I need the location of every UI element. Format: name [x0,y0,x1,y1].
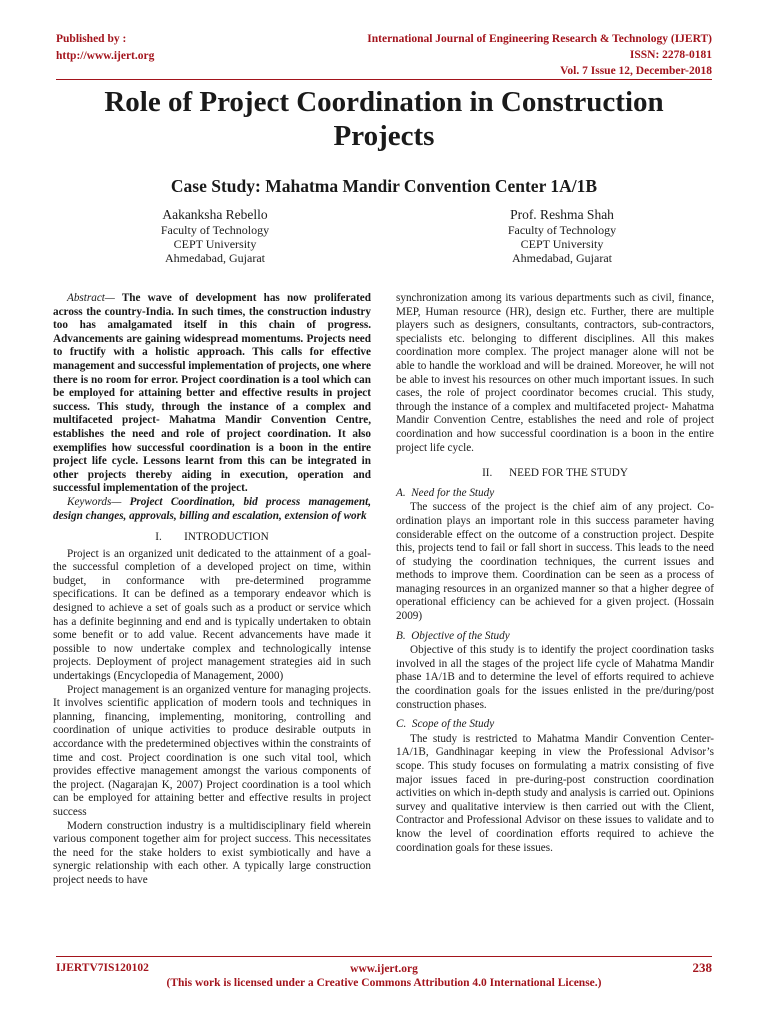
paper-subtitle: Case Study: Mahatma Mandir Convention Center 1A/1B [170,176,598,196]
left-column [53,292,371,888]
paragraph: Project is an organized unit dedicated to the attainment of a goal- the successful completion of a developed project on time, within budget, in conformance with pre-determined programme specifications. It can be defined as a temporary endeavor which is designed to achieve a set of goals such as a product or service which has a definite beginning and end and is typically undertaken to obtain some benefit or to add value. Recent advancements have made it possible to now undertake complex and technologically intense projects. Deployment of project management strategies aid in such undertakings (Encyclopedia of Management, 2000) [53,547,371,683]
subsection-heading-need: A. Need for the Study [396,486,495,499]
license-note: (This work is licensed under a Creative Commons Attribution 4.0 International License.) [166,977,602,989]
volume-issue: Vol. 7 Issue 12, December-2018 [560,65,712,77]
paper-title [40,85,728,153]
footer-center [0,962,768,990]
published-by-label: Published by : [56,33,127,45]
journal-url-link[interactable]: http://www.ijert.org [56,50,155,62]
author-univ: CEPT University [173,237,257,251]
author-dept: Faculty of Technology [160,223,270,237]
author-block-2 [437,207,687,265]
paragraph: The success of the project is the chief aim of any project. Co-ordination plays an important role in this success parameter having considerable effect on the outcome of a construction project. Despite this, projects tend to fail or fall short in success. This leads to the need of studying the coordination techniques, the current issues and methods to improve them. Coordination can be seen as a process of managing resources in an organized manner so that a higher degree of operational efficiency can be achieved for a given project. (Hossain 2009) [396,501,714,623]
author-name: Aakanksha Rebello [162,207,268,222]
author-city: Ahmedabad, Gujarat [165,251,265,265]
keywords [53,496,371,523]
page-number: 238 [692,960,712,975]
footer-divider [56,956,712,957]
author-block-1 [90,207,340,265]
abstract [53,292,371,496]
footer-url-link[interactable]: www.ijert.org [350,963,418,975]
paragraph: Objective of this study is to identify the project coordination tasks involved in all the stages of the project life cycle of Mahatma Mandir phase 1A/1B and to determine the level of efforts required to achieve the coordination goals for the issues enlisted in the pre/during/post construction phases. [396,644,714,711]
header-right [367,31,712,79]
title-line-1: Role of Project Coordination in Construction [104,86,664,118]
paper-id: IJERTV7IS120102 [56,962,149,974]
keywords-label: Keywords— [67,495,122,508]
section-heading-need: II. NEED FOR THE STUDY [482,467,628,480]
author-univ: CEPT University [520,237,604,251]
right-column [396,292,714,855]
abstract-text: The wave of development has now proliferated across the country-India. In such times, the construction industry too has amalgamated itself in this chain of progress. Advancements are gaining widespread momentums. Projects need to fructify with a holistic approach. This calls for effective management and successful implementation of projects, one where there is no room for error. Project coordination is a tool which can be employed for attaining better and effective results in project success. This study, through the instance of a complex and multifaceted project- Mahatma Mandir Convention Centre, establishes the need and role of project coordination. It also exemplifies how successful coordination is a boon in the entire project life cycle. Lessons learnt from this can be integrated in other projects thereby aiding in execution, operation and successful implementation of the project. [53,292,371,495]
paragraph: Modern construction industry is a multidisciplinary field wherein various component together aim for project success. This necessitates the need for the stake holders to exist symbiotically and have a synergic relationship with each other. A typically large construction project needs to have [53,819,371,886]
keywords-text: Project Coordination, bid process management, design changes, approvals, billing and escalation, extension of work [53,495,371,522]
header-left [56,31,154,65]
paragraph: The study is restricted to Mahatma Mandir Convention Center- 1A/1B, Gandhinagar keeping in view the Professional Advisor’s scope. This study focuses on formulating a matrix consisting of five major issues faced in pre-during-post construction coordination activities on which in-depth study and analysis is carried out. Opinions survey and qualitative interview is then carried out with the Client, Contractor and Professional Advisor on these issues to validate and to know the level of coordination efforts required to achieve the coordination goals for these issues. [396,732,714,854]
author-dept: Faculty of Technology [507,223,617,237]
abstract-label: Abstract— [67,292,115,304]
subsection-heading-scope: C. Scope of the Study [396,718,495,731]
journal-name: International Journal of Engineering Research & Technology (IJERT) [367,33,712,45]
issn: ISSN: 2278-0181 [629,49,712,61]
section-heading-introduction: I. INTRODUCTION [155,531,269,544]
author-city: Ahmedabad, Gujarat [512,251,612,265]
title-line-2: Projects [333,120,435,152]
author-name: Prof. Reshma Shah [510,207,614,222]
subsection-heading-objective: B. Objective of the Study [396,629,510,642]
paragraph: synchronization among its various departments such as civil, finance, MEP, Human resource (HR), design etc. Further, there are multiple players such as designers, consultants, contractors, sub-contractors, specialists etc. belonging to different disciplines. All this makes coordination more complex. The project manager alone will not be able to handle the workload and will be drained. Moreover, he will not be able to invest his resources on other much important issues. In such cases, the role of project coordinator becomes crucial. This study, through the instance of a complex and multifaceted project- Mahatma Mandir Convention Centre, establishes the need and role of project coordination and how successful coordination is a boon in the entire project life cycle. [396,292,714,454]
paragraph: Project management is an organized venture for managing projects. It involves scientific application of modern tools and techniques in planning, financing, implementing, monitoring, controlling and coordination of unique activities to produce desirable outputs in accordance with the predetermined objectives within the constraints of time and cost. Project coordination is one such vital tool, which provides effective management amongst the various components of the project. (Nagarajan K, 2007) Project coordination is a tool which can be employed for attaining better and effective results in project success [53,683,371,818]
header-divider [56,79,712,80]
